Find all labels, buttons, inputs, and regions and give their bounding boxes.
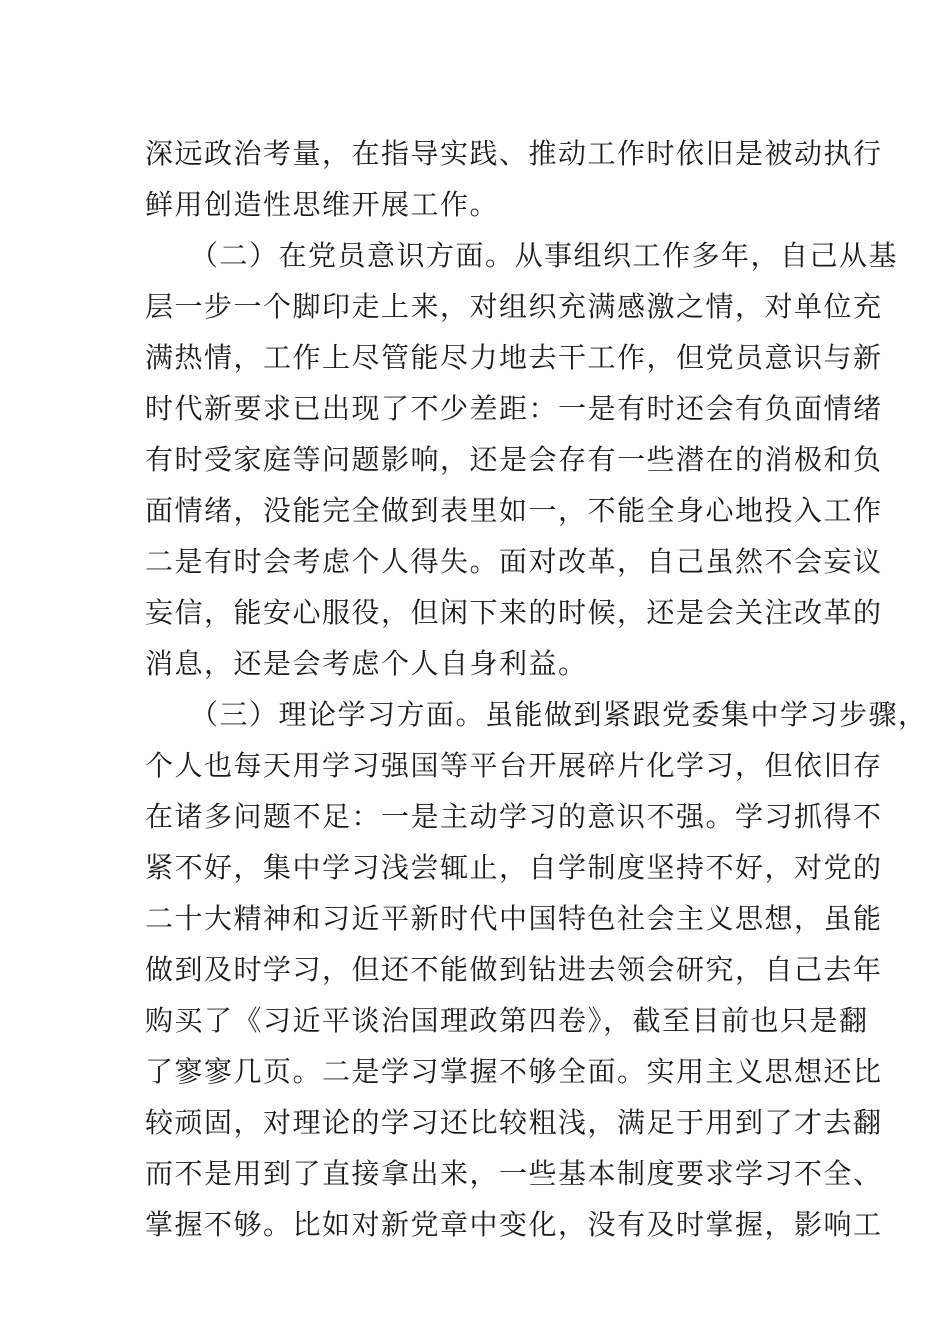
section-heading-line: （二）在党员意识方面。从事组织工作多年，自己从基 [190, 239, 899, 272]
body-line: 时代新要求已出现了不少差距：一是有时还会有负面情绪 [145, 392, 883, 425]
body-line: 妄信，能安心服役，但闲下来的时候，还是会关注改革的 [145, 596, 883, 629]
body-line: 有时受家庭等问题影响，还是会存有一些潜在的消极和负 [145, 443, 883, 476]
body-line: 购买了《习近平谈治国理政第四卷》，截至目前也只是翻 [145, 1004, 869, 1037]
document-body [145, 128, 928, 1250]
body-line: 紧不好，集中学习浅尝辄止，自学制度坚持不好，对党的 [145, 851, 883, 884]
body-line: 在诸多问题不足：一是主动学习的意识不强。学习抓得不 [145, 800, 883, 833]
body-line: 做到及时学习，但还不能做到钻进去领会研究，自己去年 [145, 953, 883, 986]
body-line: 个人也每天用学习强国等平台开展碎片化学习，但依旧存 [145, 749, 883, 782]
body-line: 满热情，工作上尽管能尽力地去干工作，但党员意识与新 [145, 341, 883, 374]
body-line: 而不是用到了直接拿出来，一些基本制度要求学习不全、 [145, 1157, 883, 1190]
body-line: 消息，还是会考虑个人自身利益。 [145, 647, 588, 680]
body-line: 二十大精神和习近平新时代中国特色社会主义思想，虽能 [145, 902, 883, 935]
body-line: 层一步一个脚印走上来，对组织充满感激之情，对单位充 [145, 290, 883, 323]
body-line: 二是有时会考虑个人得失。面对改革，自己虽然不会妄议 [145, 545, 883, 578]
body-line: 较顽固，对理论的学习还比较粗浅，满足于用到了才去翻 [145, 1106, 883, 1139]
body-line: 掌握不够。比如对新党章中变化，没有及时掌握，影响工 [145, 1208, 883, 1241]
body-line: 鲜用创造性思维开展工作。 [145, 188, 500, 221]
body-line: 面情绪，没能完全做到表里如一，不能全身心地投入工作 [145, 494, 883, 527]
section-heading-line: （三）理论学习方面。虽能做到紧跟党委集中学习步骤， [190, 698, 928, 731]
body-line: 深远政治考量，在指导实践、推动工作时依旧是被动执行 [145, 137, 883, 170]
body-line: 了寥寥几页。二是学习掌握不够全面。实用主义思想还比 [145, 1055, 883, 1088]
